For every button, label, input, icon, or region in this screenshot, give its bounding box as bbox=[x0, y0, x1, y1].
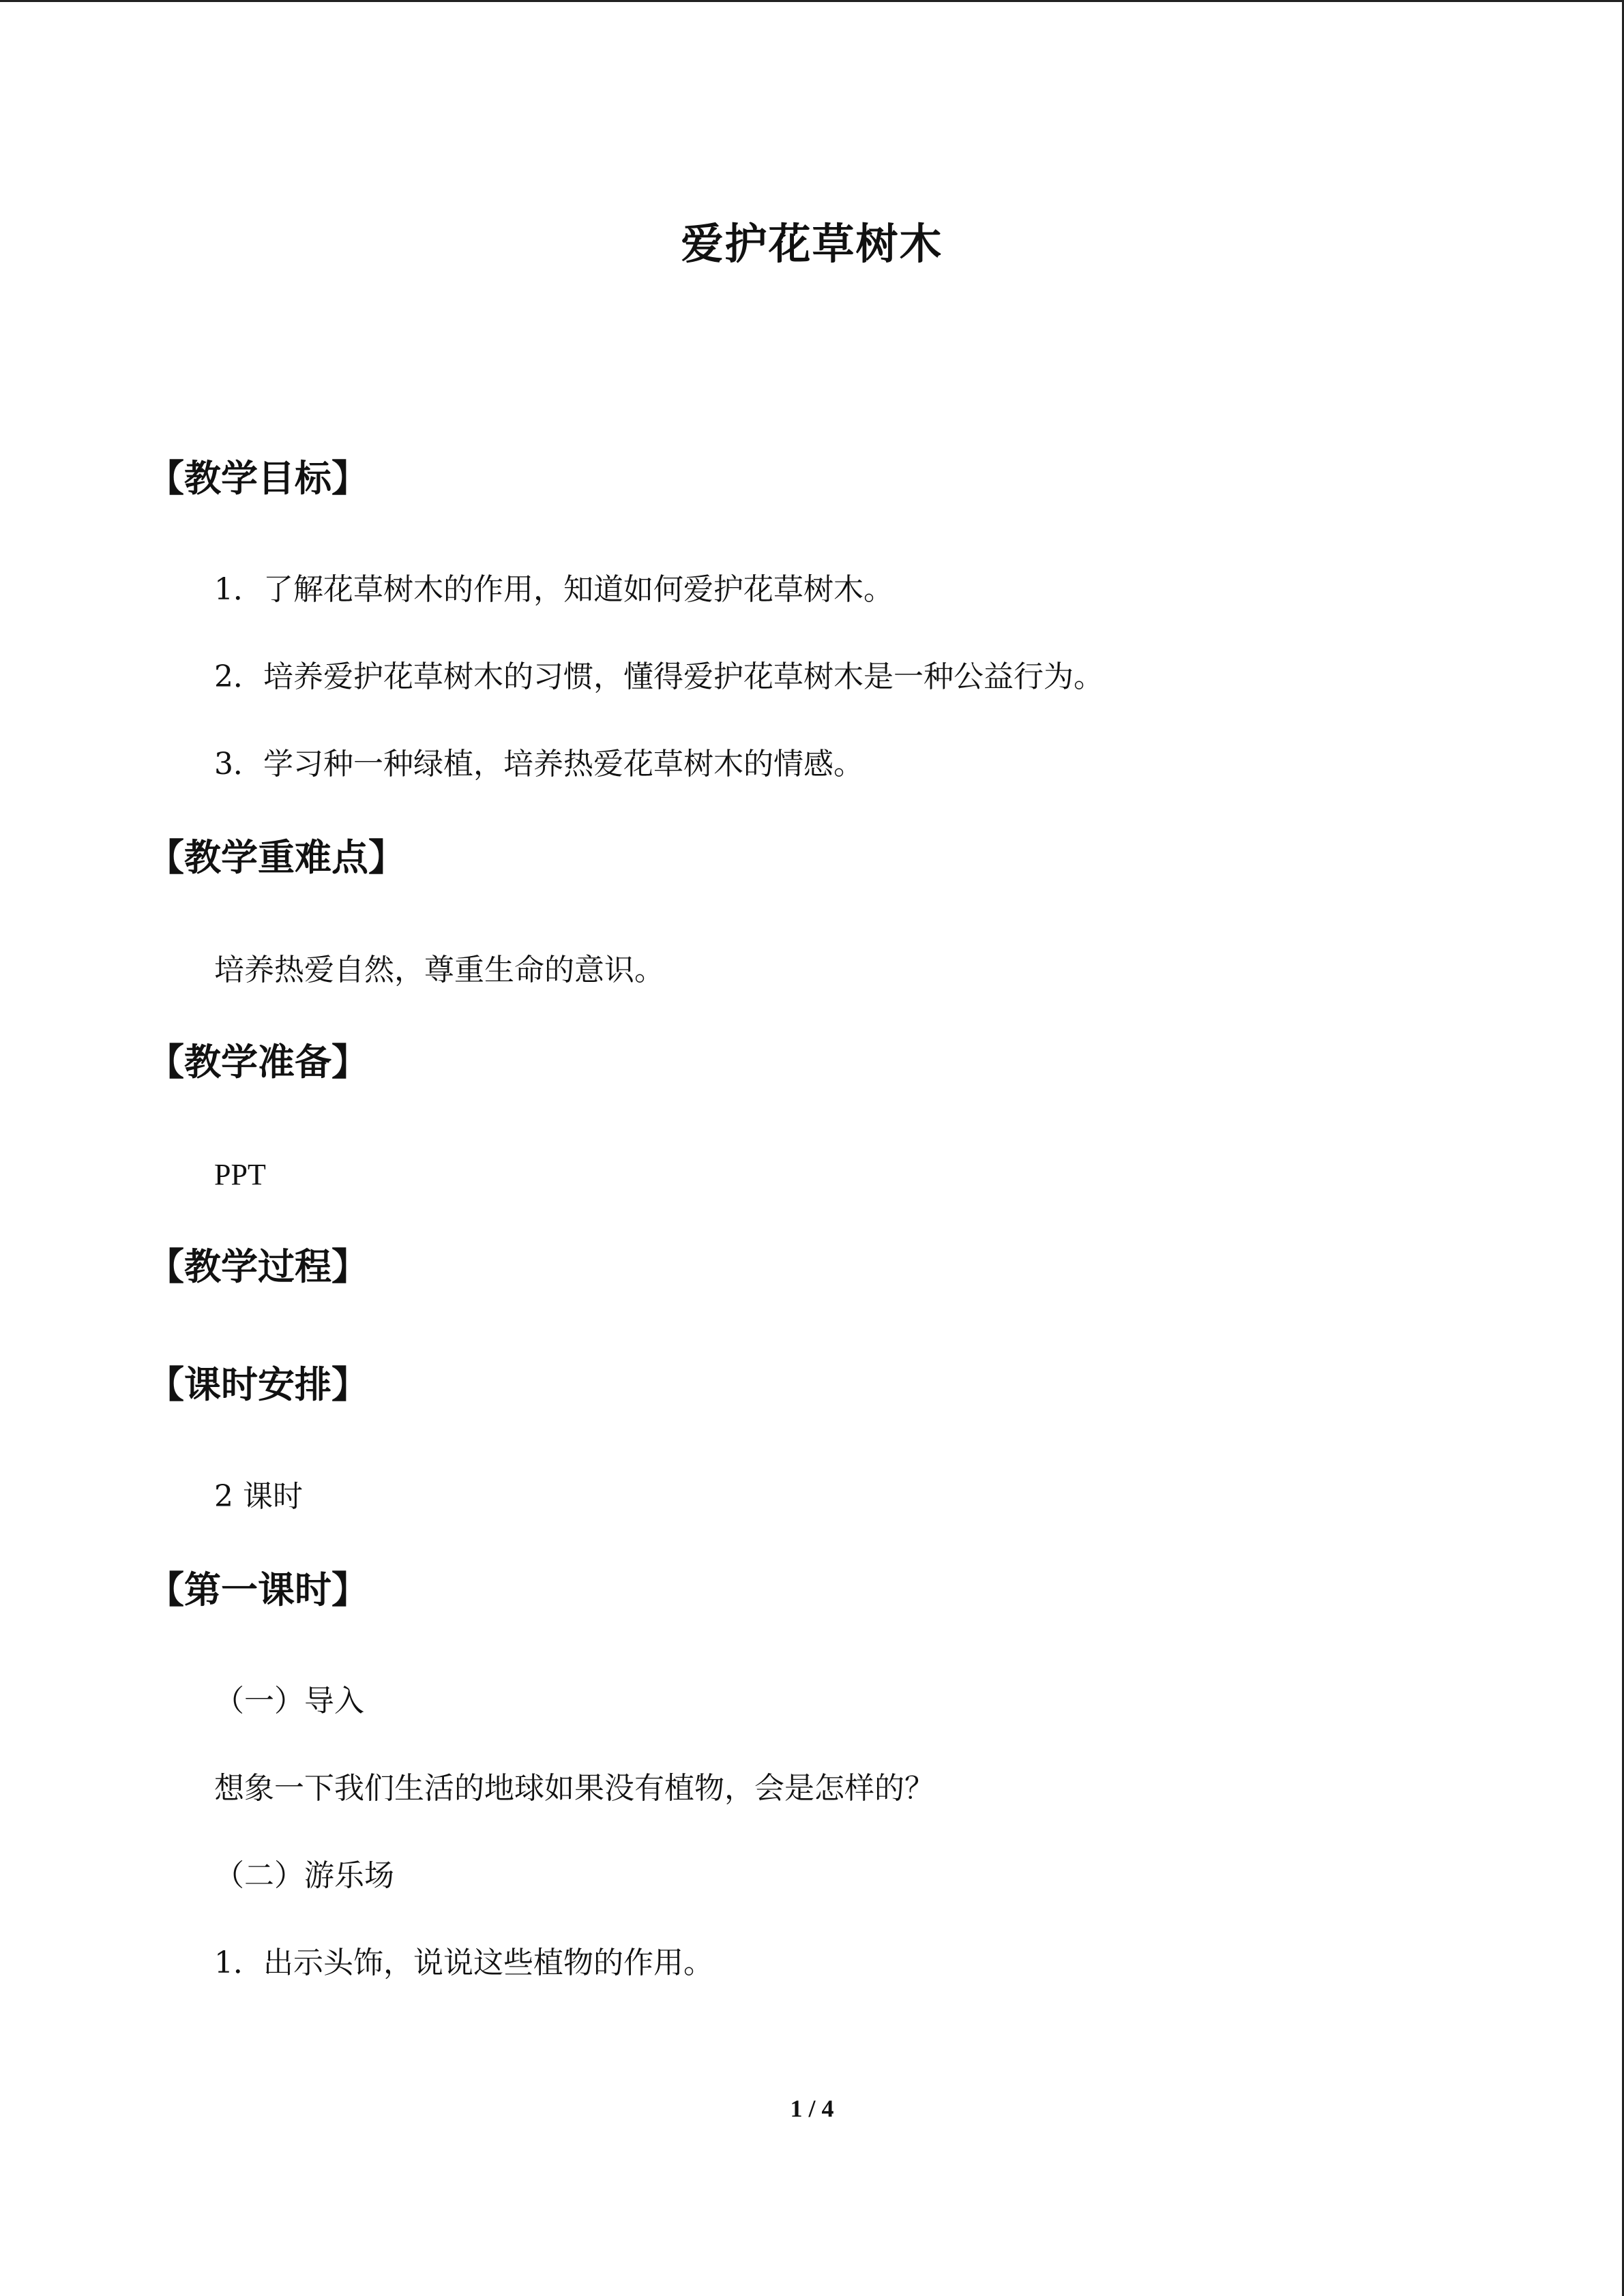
heading-key-points: 【教学重难点】 bbox=[147, 835, 405, 879]
goal-item-3: 3．学习种一种绿植，培养热爱花草树木的情感。 bbox=[214, 747, 863, 781]
goal-item-1: 1．了解花草树木的作用，知道如何爱护花草树木。 bbox=[214, 572, 894, 607]
heading-preparation: 【教学准备】 bbox=[147, 1040, 368, 1084]
lesson-one-line-1: （一）导入 bbox=[214, 1684, 364, 1718]
lesson-one-line-2: 想象一下我们生活的地球如果没有植物，会是怎样的？ bbox=[214, 1771, 934, 1806]
schedule-text: 2 课时 bbox=[214, 1479, 303, 1514]
document-title: 爱护花草树木 bbox=[681, 219, 943, 269]
heading-lesson-one: 【第一课时】 bbox=[147, 1568, 368, 1611]
lesson-one-line-3: （二）游乐场 bbox=[214, 1858, 394, 1893]
page-number: 1 / 4 bbox=[790, 2095, 834, 2122]
key-points-text: 培养热爱自然，尊重生命的意识。 bbox=[214, 953, 664, 987]
lesson-one-line-4: 1．出示头饰，说说这些植物的作用。 bbox=[214, 1945, 713, 1980]
heading-process: 【教学过程】 bbox=[147, 1244, 368, 1288]
heading-schedule: 【课时安排】 bbox=[147, 1362, 368, 1406]
goal-item-2: 2．培养爱护花草树木的习惯，懂得爱护花草树木是一种公益行为。 bbox=[214, 659, 1104, 694]
preparation-text: PPT bbox=[214, 1158, 266, 1191]
heading-teaching-goals: 【教学目标】 bbox=[147, 456, 368, 500]
